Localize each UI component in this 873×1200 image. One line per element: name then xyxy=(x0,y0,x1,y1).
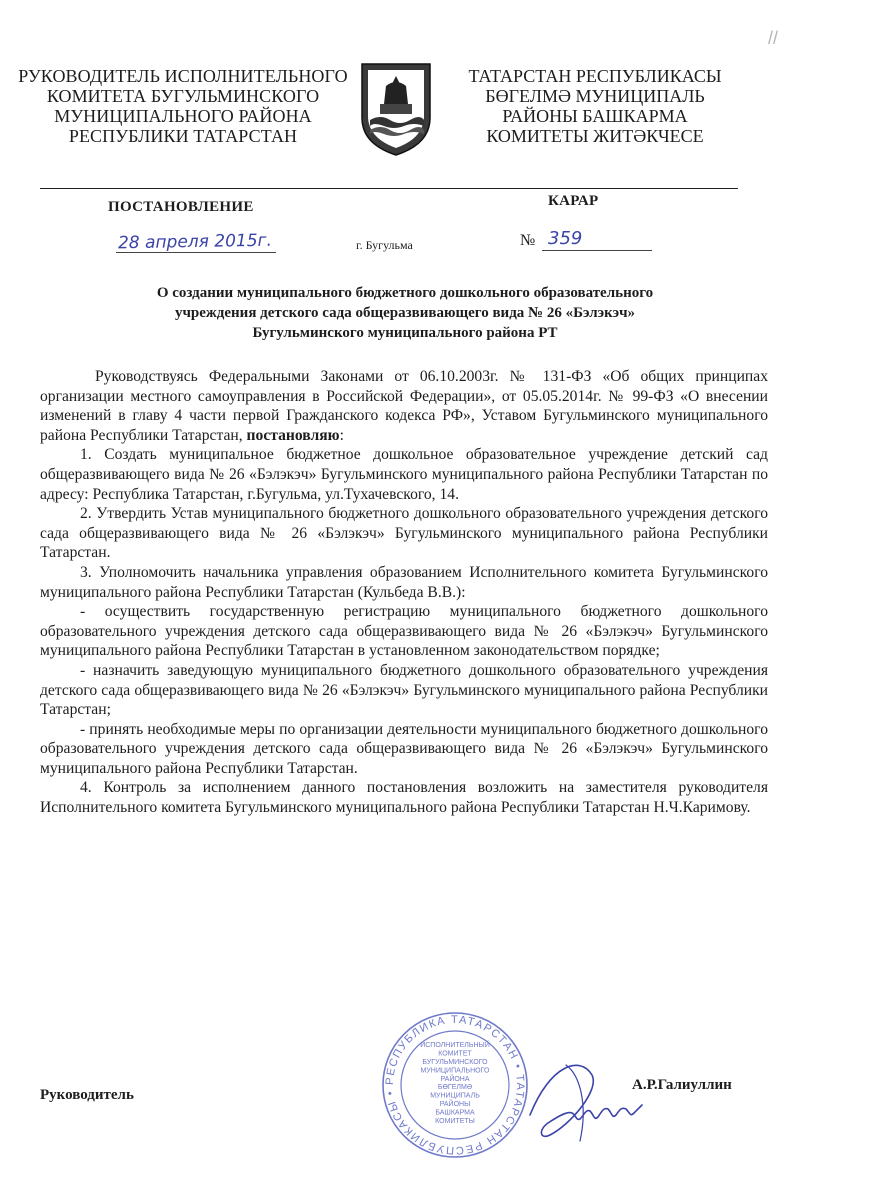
number-underline xyxy=(542,250,652,251)
decree-item: 2. Утвердить Устав муниципального бюджетного дошкольного образовательного учреждения детского сада общеразвивающего вида № 26 «Бэлэкэч» Бугульминского муниципального района Республики Татарстан. xyxy=(40,505,768,562)
stamp-inner-line: ИСПОЛНИТЕЛЬНЫЙ xyxy=(420,1042,490,1050)
svg-text:РЕСПУБЛИКА ТАТАРСТАН • ТАТАРСТ: РЕСПУБЛИКА ТАТАРСТАН • ТАТАРСТАН РЕСПУБЛИКАСЫ • xyxy=(383,1013,527,1157)
signatory-name: А.Р.Галиуллин xyxy=(632,1077,732,1093)
document-title xyxy=(60,283,750,343)
stamp-inner-line: МУНИЦИПАЛЬНОГО xyxy=(420,1067,490,1075)
stamp-inner-line: КОМИТЕТЫ xyxy=(435,1117,475,1125)
decree-subitem: - принять необходимые меры по организации деятельности муниципального бюджетного дошкольного образовательного учреждения детского сада общеразвивающего вида № 26 «Бэлэкэч» Бугульминского муниципального района Республики Татарстан. xyxy=(40,720,768,777)
header-right-line: РАЙОНЫ БАШКАРМА xyxy=(502,106,688,126)
header-right-line: БӨГЕЛМӘ МУНИЦИПАЛЬ xyxy=(485,86,705,106)
city-label: г. Бугульма xyxy=(356,238,413,252)
document-body xyxy=(40,367,768,818)
title-line: учреждения детского сада общеразвивающего вида № 26 «Бэлэкэч» xyxy=(174,305,636,321)
header-right-tt xyxy=(440,66,750,146)
intro-paragraph xyxy=(40,367,768,445)
official-stamp xyxy=(380,1010,530,1160)
decree-subitem: - назначить заведующую муниципального бюджетного дошкольного образовательного учреждения детского сада общеразвивающего вида № 26 «Бэлэкэч» Бугульминского муниципального района Республики Татарстан; xyxy=(40,661,768,719)
header-right-line: КОМИТЕТЫ ЖИТӘКЧЕСЕ xyxy=(486,126,704,146)
header-left-line: РУКОВОДИТЕЛЬ ИСПОЛНИТЕЛЬНОГО xyxy=(18,66,348,86)
title-line: Бугульминского муниципального района РТ xyxy=(252,325,558,341)
decree-item: 4. Контроль за исполнением данного постановления возложить на заместителя руководителя Исполнительного комитета Бугульминского муниципального района Республики Татарстан Н.Ч.Каримову. xyxy=(40,779,768,817)
date-underline xyxy=(116,252,276,253)
header-left-line: МУНИЦИПАЛЬНОГО РАЙОНА xyxy=(54,106,312,126)
doc-type-tt: КАРАР xyxy=(548,193,599,209)
header-left-line: РЕСПУБЛИКИ ТАТАРСТАН xyxy=(68,126,298,146)
header-divider xyxy=(40,188,738,189)
header-left-ru xyxy=(18,66,348,146)
corner-mark: // xyxy=(768,28,779,48)
stamp-inner-line: РАЙОНЫ xyxy=(439,1101,471,1108)
intro-text: Руководствуясь Федеральными Законами от 06.10.2003г. № 131-ФЗ «Об общих принципах организации местного самоуправления в Российской Федерации», от 05.05.2014г. № 99-ФЗ «О внесении изменений в главу 4 части первой Гражданского кодекса РФ», Уставом Бугульминского муниципального района Республики Татарстан, xyxy=(40,368,768,444)
number-label: № xyxy=(520,232,536,249)
decree-item: 3. Уполномочить начальника управления образованием Исполнительного комитета Бугульминского муниципального района Республики Татарстан (Кульбеда В.В.): xyxy=(40,563,768,601)
header-right-line: ТАТАРСТАН РЕСПУБЛИКАСЫ xyxy=(468,66,722,86)
decree-subitem: - осуществить государственную регистрацию муниципального бюджетного дошкольного образовательного учреждения детского сада общеразвивающего вида № 26 «Бэлэкэч» Бугульминского муниципального района Республики Татарстан в установленном законодательством порядке; xyxy=(40,603,768,660)
handwritten-date: 28 апреля 2015г. xyxy=(117,230,273,254)
doc-type-ru: ПОСТАНОВЛЕНИЕ xyxy=(108,199,254,215)
stamp-inner-line: КОМИТЕТ xyxy=(438,1050,472,1058)
handwritten-signature xyxy=(510,1045,650,1155)
intro-colon: : xyxy=(339,426,344,444)
stamp-inner-line: МУНИЦИПАЛЬ xyxy=(430,1092,480,1100)
stamp-inner-line: БАШКАРМА xyxy=(435,1109,475,1117)
handwritten-number: 359 xyxy=(548,228,583,249)
header-left-line: КОМИТЕТА БУГУЛЬМИНСКОГО xyxy=(46,86,320,106)
stamp-inner-line: БУГУЛЬМИНСКОГО xyxy=(422,1059,488,1066)
title-line: О создании муниципального бюджетного дошкольного образовательного xyxy=(156,285,654,301)
coat-of-arms-icon xyxy=(356,60,436,158)
signatory-role: Руководитель xyxy=(40,1087,134,1103)
stamp-inner-line: РАЙОНА xyxy=(440,1075,470,1083)
stamp-inner-line: БӨГЕЛМӘ xyxy=(437,1084,473,1092)
decree-item: 1. Создать муниципальное бюджетное дошкольное образовательное учреждение детский сад общеразвивающего вида № 26 «Бэлэкэч» Бугульминского муниципального района Республики Татарстан по адресу: Республика Татарстан, г.Бугульма, ул.Тухачевского, 14. xyxy=(40,446,768,503)
decree-word: постановляю xyxy=(246,426,340,444)
